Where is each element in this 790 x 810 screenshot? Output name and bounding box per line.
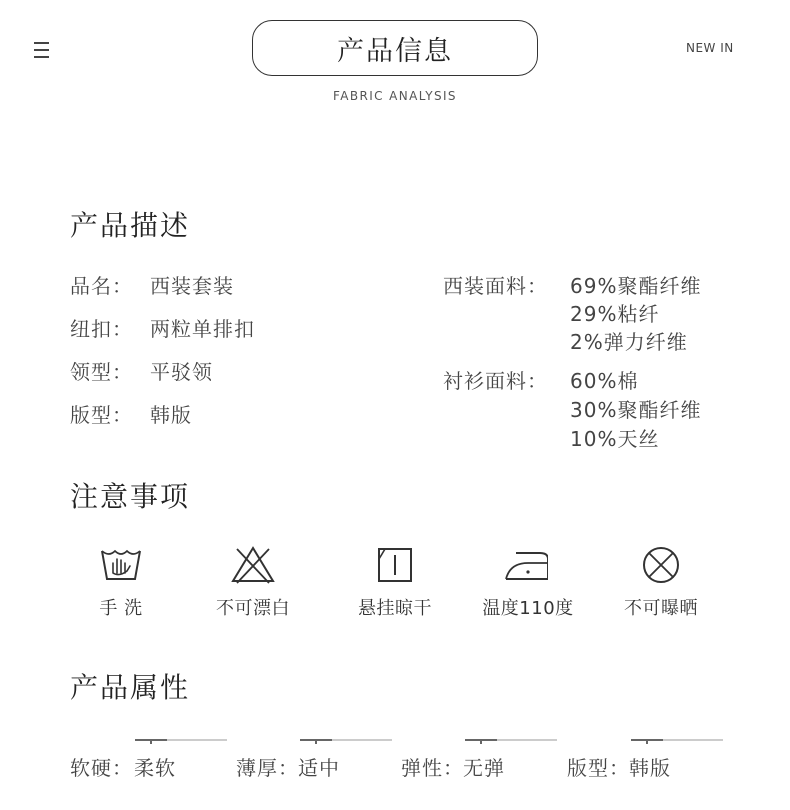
fit-tick: [646, 739, 648, 744]
attributes-title: 产品属性: [70, 671, 191, 704]
hang-dry-icon: [373, 545, 417, 585]
shirt-fabric-line-1: 60%棉: [570, 369, 639, 393]
suit-fabric-line-2: 29%粘纤: [570, 302, 660, 326]
iron-icon: [504, 545, 548, 585]
hand-wash-icon: [99, 545, 143, 585]
attr-value-fit: 韩版: [629, 756, 671, 780]
care-label-no-bleach: 不可漂白: [216, 598, 290, 619]
spec-label-name: 品名：: [70, 274, 133, 298]
care-label-no-sun: 不可曝晒: [624, 598, 698, 619]
care-title: 注意事项: [70, 480, 191, 513]
shirt-fabric-line-3: 10%天丝: [570, 427, 660, 451]
page-title: 产品信息: [337, 35, 453, 67]
new-in-link[interactable]: NEW IN: [686, 41, 734, 55]
shirt-fabric-label: 衬衫面料：: [443, 369, 548, 393]
suit-fabric-label: 西装面料：: [443, 274, 548, 298]
attr-value-elasticity: 无弹: [463, 756, 505, 780]
attr-value-softness: 柔软: [134, 756, 176, 780]
care-label-iron: 温度110度: [482, 598, 574, 619]
suit-fabric-line-3: 2%弹力纤维: [570, 330, 688, 354]
description-title: 产品描述: [70, 209, 191, 242]
no-tumble-dry-icon: [639, 545, 683, 585]
attr-value-thickness: 适中: [298, 756, 340, 780]
care-label-hang-dry: 悬挂晾干: [358, 598, 432, 619]
spec-value-button: 两粒单排扣: [150, 317, 255, 341]
spec-value-collar: 平驳领: [150, 360, 213, 384]
attr-label-softness: 软硬：: [70, 756, 133, 780]
spec-value-fit: 韩版: [150, 403, 192, 427]
spec-value-name: 西装套装: [150, 274, 234, 298]
menu-icon[interactable]: [34, 42, 49, 59]
page-subtitle: FABRIC ANALYSIS: [333, 89, 457, 103]
spec-label-button: 纽扣：: [70, 317, 133, 341]
attr-label-fit: 版型：: [567, 756, 630, 780]
attr-label-thickness: 薄厚：: [236, 756, 299, 780]
shirt-fabric-line-2: 30%聚酯纤维: [570, 398, 702, 422]
softness-tick: [150, 739, 152, 744]
care-label-hand-wash: 手 洗: [99, 598, 143, 619]
spec-label-collar: 领型：: [70, 360, 133, 384]
elasticity-tick: [480, 739, 482, 744]
thickness-tick: [315, 739, 317, 744]
no-bleach-icon: [231, 545, 275, 585]
page-title-box: [252, 20, 538, 76]
spec-label-fit: 版型：: [70, 403, 133, 427]
attr-label-elasticity: 弹性：: [401, 756, 464, 780]
suit-fabric-line-1: 69%聚酯纤维: [570, 274, 702, 298]
